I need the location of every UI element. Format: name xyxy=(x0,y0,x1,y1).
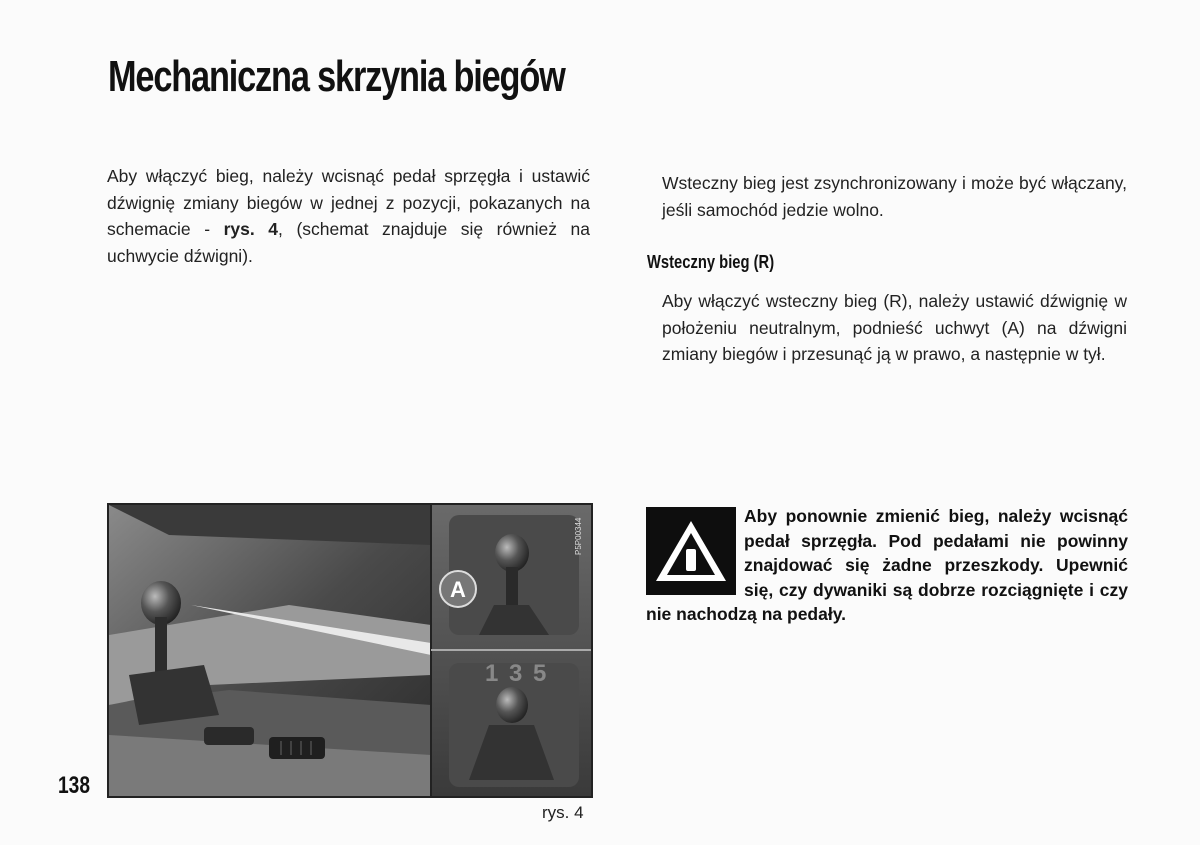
page-title: Mechaniczna skrzynia biegów xyxy=(108,52,565,101)
figure-reference: rys. 4 xyxy=(223,219,279,239)
gear-number-1: 1 xyxy=(485,660,499,687)
callout-A: A xyxy=(450,577,466,602)
reverse-gear-heading: Wsteczny bieg (R) xyxy=(647,252,775,272)
gear-number-5: 5 xyxy=(533,660,547,687)
gear-lever-photo xyxy=(107,503,593,798)
intro-paragraph: Aby włączyć bieg, należy wcisnąć pedał sprzęgła i ustawić dźwignię zmiany biegów w jednej z pozycji, pokazanych na schemacie - rys. 4, (schemat znajduje się również na uchwycie dźwigni). xyxy=(107,166,591,266)
figure-code: P5P00344 xyxy=(574,517,583,555)
reverse-gear-paragraph: Aby włączyć wsteczny bieg (R), należy ustawić dźwignię w położeniu neutralnym, podnieść uchwyt (A) na dźwigni zmiany biegów i przesunąć ją w prawo, a następnie w tył. xyxy=(662,291,1127,364)
reverse-sync-paragraph: Wsteczny bieg jest zsynchronizowany i może być włączany, jeśli samochód jedzie wolno. xyxy=(662,173,1127,220)
figure-caption: rys. 4 xyxy=(542,803,584,822)
page-number: 138 xyxy=(58,772,91,799)
gear-number-3: 3 xyxy=(509,660,523,687)
warning-text: Aby ponownie zmienić bieg, należy wcisnąć pedał sprzęgła. Pod pedałami nie powinny znajdować się żadne przeszkody. Upewnić się, czy dywaniki są dobrze rozciągnięte i czy nie nachodzą na pedały. xyxy=(646,506,1128,624)
